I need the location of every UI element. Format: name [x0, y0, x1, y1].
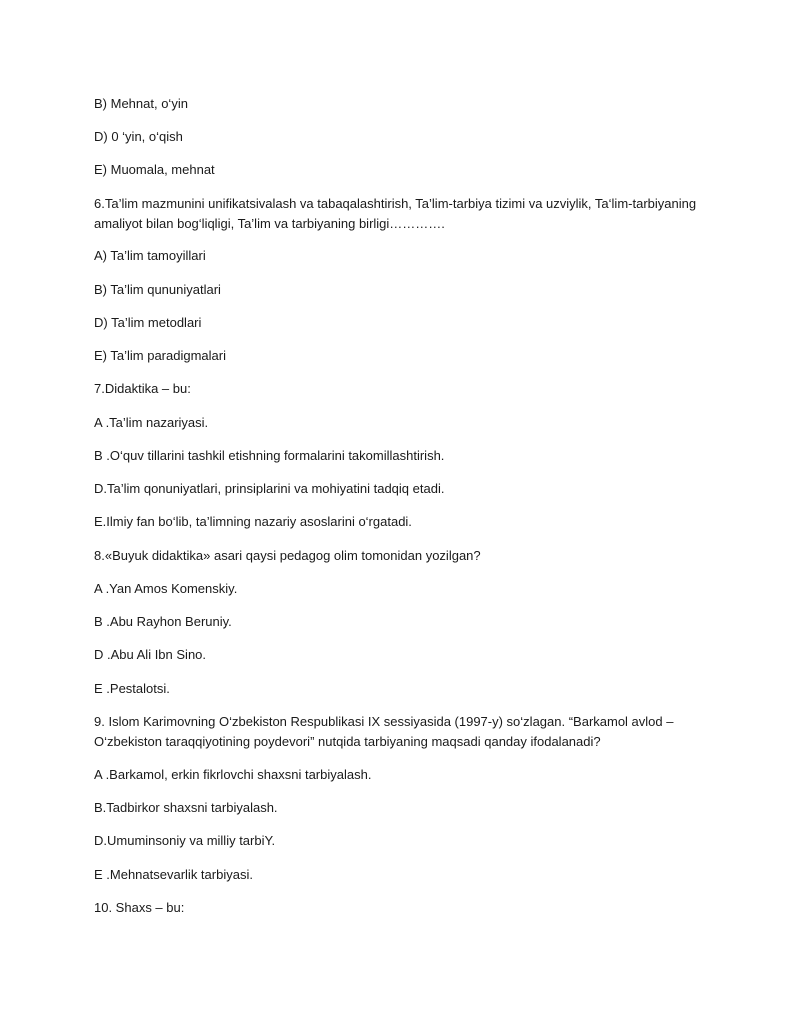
answer-option: B) Mehnat, o‘yin	[94, 96, 188, 111]
answer-option: D) 0 ‘yin, o‘qish	[94, 129, 183, 144]
answer-option: D.Ta’lim qonuniyatlari, prinsiplarini va mohiyatini tadqiq etadi.	[94, 481, 445, 496]
answer-option: E .Pestalotsi.	[94, 681, 170, 696]
answer-option: A) Ta’lim tamoyillari	[94, 248, 206, 263]
question-text: 10. Shaxs – bu:	[94, 900, 185, 915]
answer-option: B .O‘quv tillarini tashkil etishning formalarini takomillashtirish.	[94, 448, 445, 463]
answer-option: A .Barkamol, erkin fikrlovchi shaxsni tarbiyalash.	[94, 767, 372, 782]
question-text: 9. Islom Karimovning O‘zbekiston Respublikasi IX sessiyasida (1997-y) so‘zlagan. “Barkamol avlod – O‘zbekiston taraqqiyotining poydevori” nutqida tarbiyaning maqsadi qanday ifodalanadi?	[94, 714, 674, 749]
answer-option: A .Yan Amos Komenskiy.	[94, 581, 238, 596]
answer-option: E) Ta’lim paradigmalari	[94, 348, 226, 363]
answer-option: B) Ta’lim qununiyatlari	[94, 282, 221, 297]
answer-option: B.Tadbirkor shaxsni tarbiyalash.	[94, 800, 278, 815]
question-text: 6.Ta’lim mazmunini unifikatsivalash va tabaqalashtirish, Ta’lim-tarbiya tizimi va uzviylik, Ta‘lim-tarbiyaning amaliyot bilan bog‘liqligi, Ta’lim va tarbiyaning birligi………….	[94, 196, 697, 231]
question-text: 8.«Buyuk didaktika» asari qaysi pedagog olim tomonidan yozilgan?	[94, 548, 481, 563]
answer-option: E) Muomala, mehnat	[94, 162, 215, 177]
answer-option: B .Abu Rayhon Beruniy.	[94, 614, 232, 629]
question-text: 7.Didaktika – bu:	[94, 381, 191, 396]
answer-option: A .Ta’lim nazariyasi.	[94, 415, 209, 430]
answer-option: E .Mehnatsevarlik tarbiyasi.	[94, 867, 253, 882]
answer-option: D .Abu Ali Ibn Sino.	[94, 647, 207, 662]
answer-option: D.Umuminsoniy va milliy tarbiY.	[94, 833, 276, 848]
answer-option: E.Ilmiy fan bo‘lib, ta’limning nazariy asoslarini o‘rgatadi.	[94, 514, 412, 529]
answer-option: D) Ta’lim metodlari	[94, 315, 202, 330]
